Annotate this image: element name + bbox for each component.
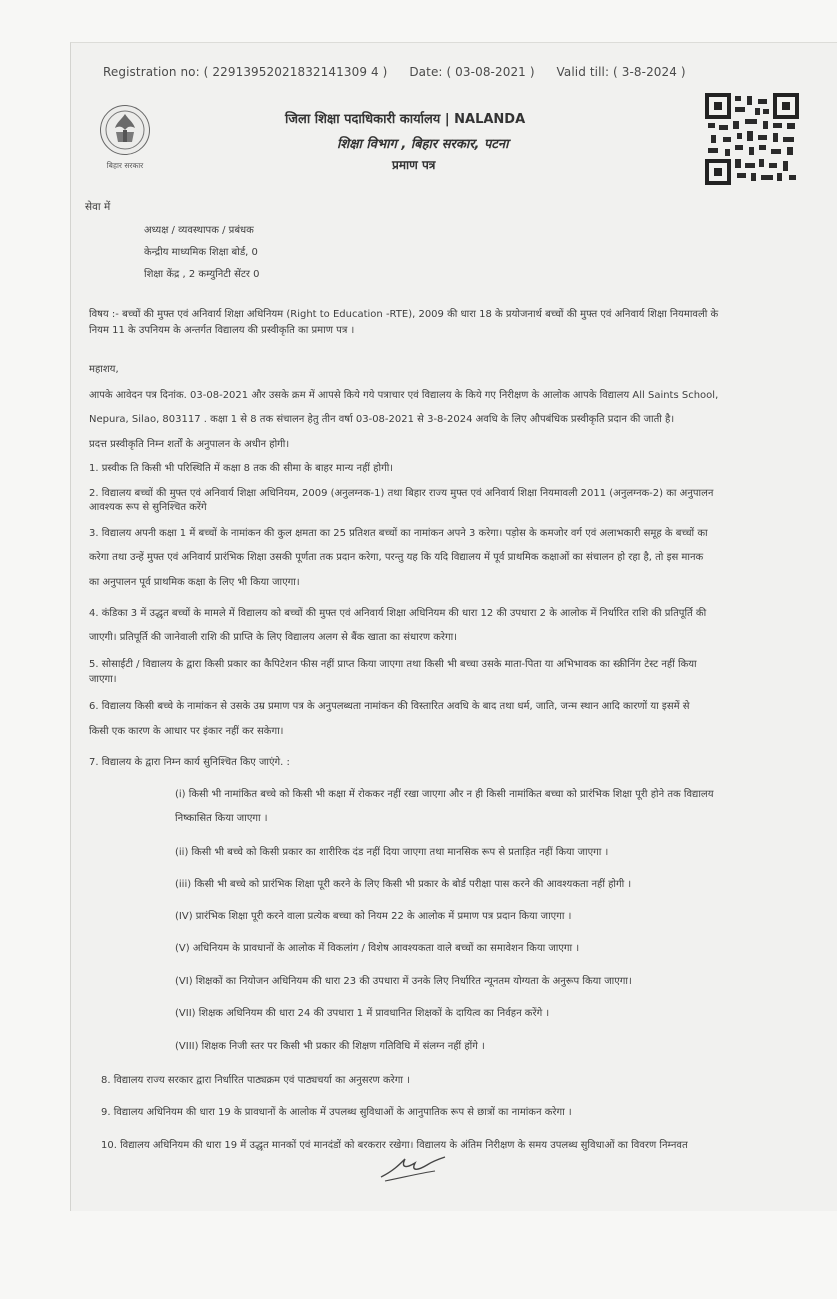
- condition-2-line-1: 2. विद्यालय बच्चों की मुफ्त एवं अनिवार्य शिक्षा अधिनियम, 2009 (अनुलग्नक-1) तथा बिहार राज्य मुफ्त एवं अनिवार्य शिक्षा नियमावली 2011 (अनुलग्नक-2) का अनुपालन: [89, 488, 714, 499]
- condition-3-line-3: का अनुपालन पूर्व प्राथमिक कक्षा के लिए भी किया जाएगा।: [89, 577, 300, 588]
- condition-4-line-2: जाएगी। प्रतिपूर्ति की जानेवाली राशि की प्राप्ति के लिए विद्यालय अलग से बैंक खाता का संधारण करेगा।: [89, 632, 458, 643]
- department-title: शिक्षा विभाग , बिहार सरकार, पटना: [337, 137, 509, 152]
- salutation: महाशय,: [89, 364, 119, 375]
- condition-1: 1. प्रस्वीक ति किसी भी परिस्थिति में कक्षा 8 तक की सीमा के बाहर मान्य नहीं होगी।: [89, 463, 394, 474]
- bihar-seal-icon: [100, 105, 150, 155]
- office-title: जिला शिक्षा पदाधिकारी कार्यालय | NALANDA: [285, 112, 526, 127]
- sub-clause-2: (ii) किसी भी बच्चे को किसी प्रकार का शारीरिक दंड नहीं दिया जाएगा तथा मानसिक रूप से प्रताड़ित नहीं किया जाएगा ।: [175, 847, 609, 858]
- issue-date: Date: ( 03-08-2021 ): [409, 65, 535, 79]
- condition-4-line-1: 4. कंडिका 3 में उद्धृत बच्चों के मामले में विद्यालय को बच्चों की मुफ्त एवं अनिवार्य शिक्षा अधिनियम की धारा 12 की उपधारा 2 के आलोक में निर्धारित राशि की प्रतिपूर्ति की: [89, 608, 707, 619]
- sub-clause-1-line-2: निष्कासित किया जाएगा ।: [175, 813, 268, 824]
- sub-clause-8: (VIII) शिक्षक निजी स्तर पर किसी भी प्रकार की शिक्षण गतिविधि में संलग्न नहीं होंगे ।: [175, 1041, 485, 1052]
- addressee-line-2: केन्द्रीय माध्यमिक शिक्षा बोर्ड, 0: [144, 247, 258, 258]
- sub-clause-1-line-1: (i) किसी भी नामांकित बच्चे को किसी भी कक्षा में रोककर नहीं रखा जाएगा और न ही किसी नामांकित बच्चा को प्रारंभिक शिक्षा पूरी होने तक विद्यालय: [175, 789, 714, 800]
- intro-line-1: आपके आवेदन पत्र दिनांक. 03-08-2021 और उसके क्रम में आपसे किये गये पत्राचार एवं विद्यालय के किये गए निरीक्षण के आलोक आपके विद्यालय All Saints School,: [89, 390, 719, 401]
- sub-clause-5: (V) अधिनियम के प्रावधानों के आलोक में विकलांग / विशेष आवश्यकता वाले बच्चों का समावेशन किया जाएगा ।: [175, 943, 580, 954]
- sub-clause-3: (iii) किसी भी बच्चे को प्रारंभिक शिक्षा पूरी करने के लिए किसी भी प्रकार के बोर्ड परीक्षा पास करने की आवश्यकता नहीं होगी ।: [175, 879, 632, 890]
- condition-2-line-2: आवश्यक रूप से सुनिश्चित करेंगे: [89, 502, 207, 513]
- condition-7: 7. विद्यालय के द्वारा निम्न कार्य सुनिश्चित किए जाएंगे. :: [89, 757, 290, 768]
- conditions-intro: प्रदत्त प्रस्वीकृति निम्न शर्तों के अनुपालन के अधीन होगी।: [89, 439, 290, 450]
- condition-3-line-2: करेगा तथा उन्हें मुफ्त एवं अनिवार्य प्रारंभिक शिक्षा उसकी पूर्णता तक प्रदान करेगा, परन्तु यह कि यदि विद्यालय में पूर्व प्राथमिक कक्षाओं का संचालन हो रहा है, तो इस मानक: [89, 552, 704, 563]
- document-type: प्रमाण पत्र: [392, 158, 436, 172]
- sub-clause-6: (VI) शिक्षकों का नियोजन अधिनियम की धारा 23 की उपधारा में उनके लिए निर्धारित न्यूनतम योग्यता के अनुरूप किया जाएगा।: [175, 976, 632, 987]
- condition-6-line-2: किसी एक कारण के आधार पर इंकार नहीं कर सकेगा।: [89, 726, 284, 737]
- subject-line-2: नियम 11 के उपनियम के अन्तर्गत विद्यालय की प्रस्वीकृति का प्रमाण पत्र ।: [89, 325, 355, 336]
- intro-line-2: Nepura, Silao, 803117 . कक्षा 1 से 8 तक संचालन हेतु तीन वर्षा 03-08-2021 से 3-8-2024 अवधि के लिए औपबंधिक प्रस्वीकृति प्रदान की जाती है।: [89, 414, 675, 425]
- condition-8: 8. विद्यालय राज्य सरकार द्वारा निर्धारित पाठ्यक्रम एवं पाठ्यचर्या का अनुसरण करेगा ।: [101, 1075, 410, 1086]
- condition-5-line-2: जाएगा।: [89, 674, 117, 685]
- sub-clause-7: (VII) शिक्षक अधिनियम की धारा 24 की उपधारा 1 में प्रावधानित शिक्षकों के दायित्व का निर्वहन करेंगे ।: [175, 1008, 550, 1019]
- certificate-page: [70, 42, 837, 1211]
- condition-10: 10. विद्यालय अधिनियम की धारा 19 में उद्धृत मानकों एवं मानदंडों को बरकरार रखेगा। विद्यालय के अंतिम निरीक्षण के समय उपलब्ध सुविधाओं का विवरण निम्नवत: [101, 1140, 688, 1151]
- subject-line-1: विषय :- बच्चों की मुफ्त एवं अनिवार्य शिक्षा अधिनियम (Right to Education -RTE), 2009 की धारा 18 के प्रयोजनार्थ बच्चों की मुफ्त एवं अनिवार्य शिक्षा नियमावली के: [89, 309, 719, 320]
- condition-9: 9. विद्यालय अधिनियम की धारा 19 के प्रावधानों के आलोक में उपलब्ध सुविधाओं के आनुपातिक रूप से छात्रों का नामांकन करेगा ।: [101, 1107, 572, 1118]
- sub-clause-4: (IV) प्रारंभिक शिक्षा पूरी करने वाला प्रत्येक बच्चा को नियम 22 के आलोक में प्रमाण पत्र प्रदान किया जाएगा ।: [175, 911, 572, 922]
- signature: [375, 1147, 455, 1187]
- qr-code-icon: [705, 93, 799, 185]
- condition-6-line-1: 6. विद्यालय किसी बच्चे के नामांकन से उसके उम्र प्रमाण पत्र के अनुपलब्धता नामांकन की विस्तारित अवधि के बाद तथा धर्म, जाति, जन्म स्थान आदि कारणों या इसमें से: [89, 701, 690, 712]
- registration-line: [103, 65, 704, 79]
- addressee-line-1: अध्यक्ष / व्यवस्थापक / प्रबंधक: [144, 225, 254, 236]
- registration-number: Registration no: ( 22913952021832141309 4 ): [103, 65, 388, 79]
- condition-5-line-1: 5. सोसाईटी / विद्यालय के द्वारा किसी प्रकार का कैपिटेशन फीस नहीं प्राप्त किया जाएगा तथा किसी भी बच्चा उसके माता-पिता या अभिभावक का स्क्रीनिंग टेस्ट नहीं किया: [89, 659, 697, 670]
- logo-caption: बिहार सरकार: [106, 161, 144, 170]
- condition-3-line-1: 3. विद्यालय अपनी कक्षा 1 में बच्चों के नामांकन की कुल क्षमता का 25 प्रतिशत बच्चों का नामांकन अपने 3 करेगा। पड़ोस के कमजोर वर्ग एवं अलाभकारी समूह के बच्चों का: [89, 528, 708, 539]
- addressee-line-3: शिक्षा केंद्र , 2 कम्युनिटी सेंटर 0: [144, 269, 260, 280]
- valid-till: Valid till: ( 3-8-2024 ): [556, 65, 686, 79]
- government-emblem: [97, 105, 153, 179]
- salutation-to: सेवा में: [85, 201, 111, 213]
